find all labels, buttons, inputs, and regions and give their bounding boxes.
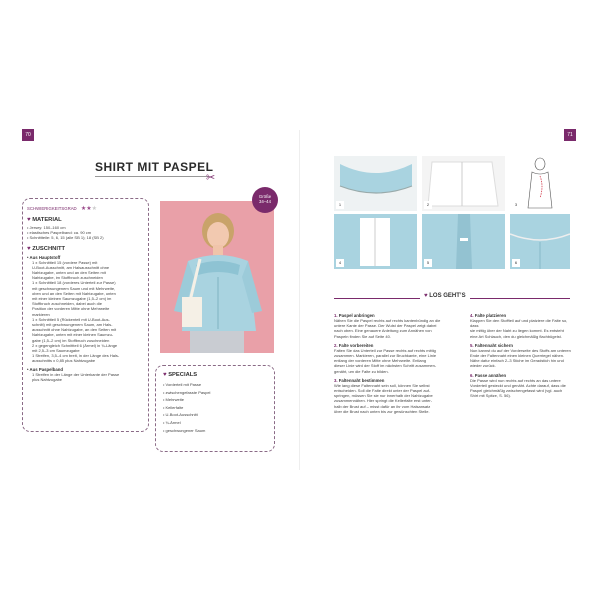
step-photo-number: 2 xyxy=(424,201,432,209)
page-gutter xyxy=(299,130,300,470)
steps-right-column xyxy=(470,313,574,398)
specials-item: • Kellerfalte xyxy=(163,404,184,410)
step-photo-1 xyxy=(334,156,417,211)
model-photo xyxy=(160,201,274,353)
heart-icon: ♥ xyxy=(424,293,428,299)
step-photo-number: 4 xyxy=(336,259,344,267)
difficulty-stars: ★★★ xyxy=(80,206,98,212)
material-section xyxy=(27,217,144,241)
fabric-illustration xyxy=(422,214,505,269)
difficulty-label: SCHWIERIGKEITSGRAD xyxy=(27,206,77,211)
steps-left-column xyxy=(334,313,456,414)
zuschnitt-section xyxy=(27,246,144,382)
page-title: SHIRT MIT PASPEL xyxy=(95,160,214,174)
heart-icon: ♥ xyxy=(27,217,31,223)
step-item: 2. Falte vorbereiten Falten Sie das Unterteil zur Passe rechts auf rechts mittig zusammen. Markieren, parallel zur Bruchkante, eine Linie entlang der vorderen Mitte ohne Mehrweite. Entlang dieser Linie wird der Stoff im nächsten Schritt zusammen- genäht, um die Falte zu bilden. xyxy=(334,342,437,374)
step-photo-5 xyxy=(422,214,505,269)
size-badge-label: Größe xyxy=(258,194,272,199)
specials-item: • Mehrweite xyxy=(163,397,184,403)
difficulty-row xyxy=(27,205,144,212)
size-badge xyxy=(252,187,278,213)
model-illustration xyxy=(160,201,274,353)
step-item: 5. Faltennaht sichern Nun kannst du auf der Vorderseite des Stoffs am unteren Ende der Faltennaht einen kleinen Querriegel nähen. Nähe dafur einfach 2–3 Stiche im Geradstich hin und wieder zurück. xyxy=(470,342,571,369)
fabric-illustration xyxy=(422,156,505,211)
specials-box xyxy=(155,365,275,452)
specials-item: • U-Boot-Ausschnitt xyxy=(163,412,198,418)
step-item: 6. Passe annähen Die Passe wird nun rechts auf rechts an das untere Vorderteil gesteckt und genäht. Achte darauf, dass die Paspel gleichmäßig zwischengefasst wird (vgl. auch Shirt mit Spitze, S. 56). xyxy=(470,372,566,399)
zuschnitt-text: 1 x Schnittteil 15 (vordere Passe) mit U-Boot-Ausschnitt, am Halsausschnitt ohne Nahtzugabe, unten und an den Seiten mit Nahtzugabe, im Stoffbruch zuschneiden 1 x Schnittteil 18 (vorderes Unterteil zur Passe) mit geschwungenem Saum und mit Mehrweite, oben und an den Seiten mit Nahtzugabe, unten mit einer kleinen Saumzugabe (1,5–2 cm) im Stoffbruch zuschneiden, dabei auch die Position der vorderen Mitte ohne Mehrweite markieren 1 x Schnittteil 5 (Rückenteil mit U-Boot-Aus- schnitt) mit geschwungenem Saum, am Hals- ausschnitt ohne Nahtzugabe, an den Seiten mit Nahtzugabe, unten mit einer kleinen Saumzu- gabe (1,5–2 cm) im Stoffbruch zuschneiden 2 x gegengleich Schnittteil 6 (Ärmel) in ¾-Länge mit 2,5–3 cm Saumzugabe 1 Streifen, 3,5–4 cm breit, in der Länge des Hals- ausschnitts x 0,85 plus Nahtzugabe xyxy=(32,259,120,364)
step-photo-number: 5 xyxy=(424,259,432,267)
specials-item: • geschwungener Saum xyxy=(163,427,206,433)
step-photo-4 xyxy=(334,214,417,269)
material-item: • Schnittteile: 5, 6, 15 (alle SB 1); 18 (SB 2) xyxy=(27,235,104,241)
step-item: 3. Faltennaht bestimmen Wie lang diese Faltennaht sein soll, können Sie selbst entscheiden. Soll die Falte direkt unter der Paspel auf- springen, müssen Sie sie nur innerhalb der Nahtzugabe zusammennähen. Hier springt die Kellerfalte erst unter- halb der Brust auf – misst dafür an ihr vom Halsansatz über die Brust nach unten bis zur gewünschten Stelle. xyxy=(334,377,433,414)
specials-item: • zwischengefasste Paspel xyxy=(163,389,211,395)
step-photo-number: 3 xyxy=(512,201,520,209)
specials-item: • Vorderteil mit Passe xyxy=(163,382,202,387)
step-photo-3 xyxy=(510,156,570,211)
fabric-illustration xyxy=(334,156,417,211)
scissors-icon: ✂ xyxy=(206,172,216,184)
step-item: 1. Paspel anbringen Nähen Sie die Paspel rechts auf rechts kantenbündig an die untere Kante der Passe. Der Wulst der Paspel zeigt dabei nach oben. Eine genauere Anleitung zum Annähen von Paspeln finden Sie auf Seite 40. xyxy=(334,313,441,339)
size-badge-value: 34–44 xyxy=(259,199,271,204)
step-photo-6 xyxy=(510,214,570,269)
step-photo-number: 1 xyxy=(336,201,344,209)
step-item: 4. Falte platzieren Klappen Sie den Stoffteil auf und platziere die Falte so, dass sie mittig über der Naht zu liegen kommt. Es entsteht eine Art Schlauch, den du gleichmäßig flachbügelst. xyxy=(470,313,568,339)
specials-heading: SPECIALS xyxy=(168,372,198,378)
page-number-right: 71 xyxy=(564,129,576,141)
zuschnitt-heading: ZUSCHNITT xyxy=(32,245,66,252)
page-number-left: 70 xyxy=(22,129,34,141)
zuschnitt-subheading: • Aus Paspelband xyxy=(27,366,63,372)
material-heading: MATERIAL xyxy=(32,217,62,223)
heart-icon: ♥ xyxy=(163,372,167,378)
title-underline xyxy=(95,176,209,177)
material-item: • Jersey: 150–160 cm xyxy=(27,225,66,230)
step-photo-2 xyxy=(422,156,505,211)
info-box xyxy=(22,198,149,432)
zuschnitt-text: 1 Streifen in der Länge der Unterkante der Passe plus Nahtzugabe xyxy=(32,371,120,382)
fabric-illustration xyxy=(334,214,417,269)
specials-item: • ¾-Ärmel xyxy=(163,419,181,425)
material-item: • elastisches Paspelband: ca. 90 cm xyxy=(27,230,92,236)
zuschnitt-subheading: • Aus Hauptstoff xyxy=(27,254,61,260)
step-photo-number: 6 xyxy=(512,259,520,267)
heart-icon: ♥ xyxy=(27,245,31,252)
los-gehts-heading: ♥ LOS GEHT’S xyxy=(420,293,470,299)
